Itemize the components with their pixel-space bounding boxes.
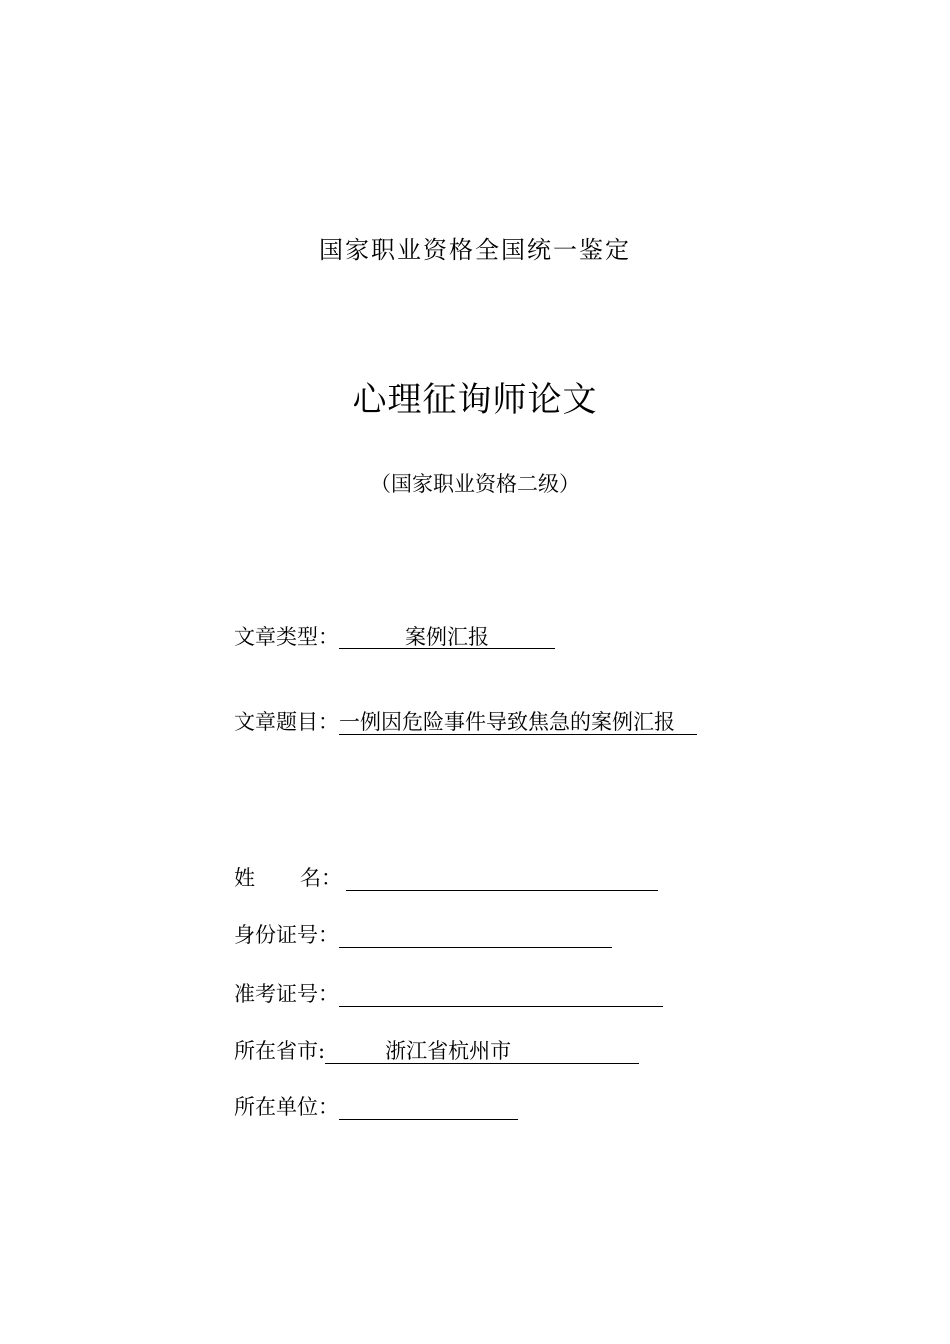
paper-title: 心理征询师论文 [352,380,598,420]
article-title-label: 文章题目： [234,710,339,734]
name-label-char-2: 名： [300,866,342,890]
exam-number-label: 准考证号： [234,982,339,1006]
article-title-row [234,707,697,737]
name-label [234,863,346,893]
work-unit-label: 所在单位： [234,1095,339,1119]
exam-number-row [234,979,663,1009]
exam-number-value [339,979,663,1007]
work-unit-value [339,1092,518,1120]
article-type-label: 文章类型： [234,625,339,649]
province-city-text: 浙江省杭州市 [385,1039,512,1063]
qualification-level: （国家职业资格二级） [370,472,580,496]
id-number-label: 身份证号： [234,923,339,947]
name-row [234,863,658,893]
province-city-label: 所在省市: [234,1039,326,1063]
article-type-text: 案例汇报 [405,625,489,649]
certification-header: 国家职业资格全国统一鉴定 [319,236,631,264]
id-number-row [234,920,612,950]
province-city-value [325,1036,639,1064]
name-label-char-1: 姓 [234,866,255,890]
article-title-value: 一例因危险事件导致焦急的案例汇报 [339,707,697,735]
work-unit-row [234,1092,518,1122]
province-city-row [234,1036,639,1066]
name-value [346,863,658,891]
id-number-value [339,920,612,948]
article-type-row [234,622,555,652]
article-type-value [339,622,555,649]
